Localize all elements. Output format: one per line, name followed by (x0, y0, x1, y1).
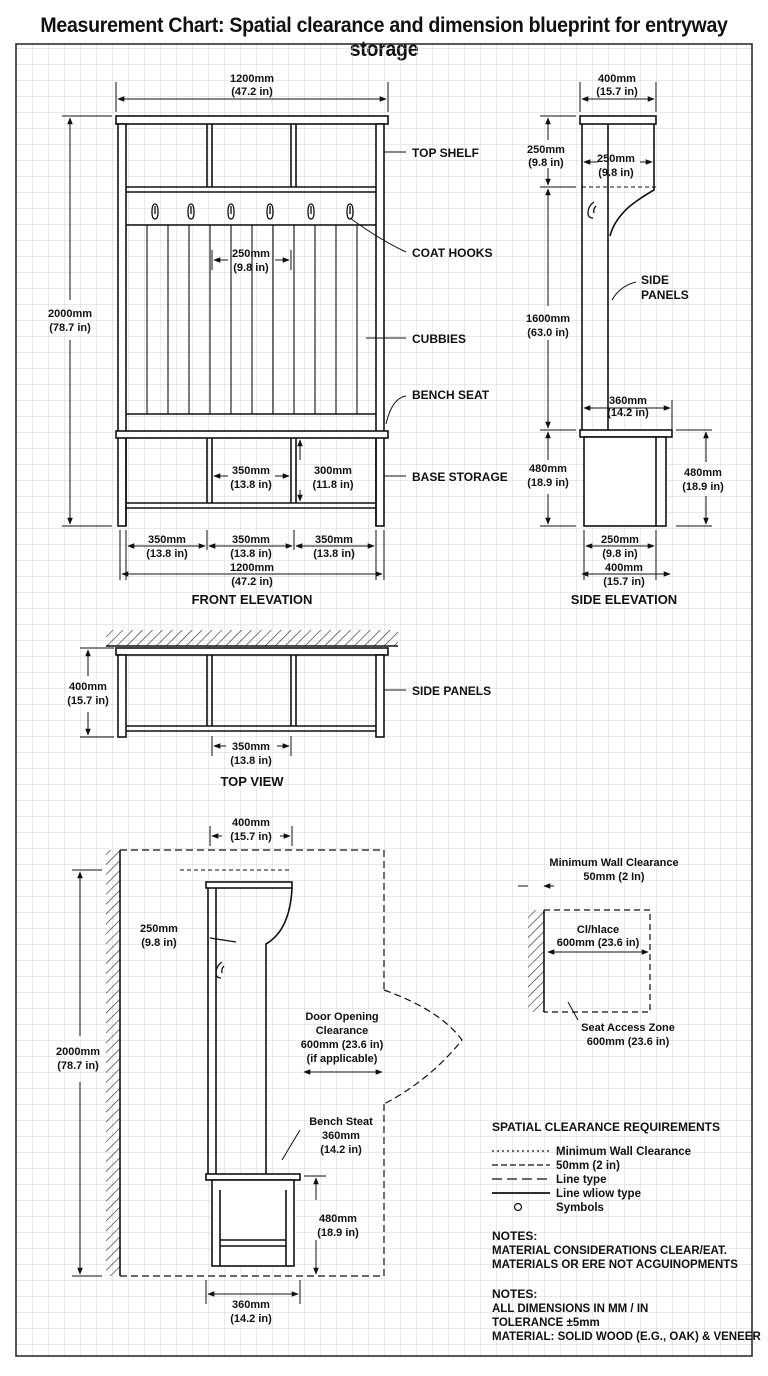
front-width-in: (47.2 in) (231, 86, 273, 98)
base-height2-mm: 480mm (684, 467, 722, 479)
hook-gap-in: (9.8 in) (233, 262, 269, 274)
plan-base-mm: 360mm (232, 1299, 270, 1311)
side-depth-mm: 400mm (598, 73, 636, 85)
front-elevation-caption: FRONT ELEVATION (191, 592, 313, 607)
side-panels-label-2: PANELS (641, 288, 689, 302)
bottom-b-mm: 350mm (232, 534, 270, 546)
notes-line: ALL DIMENSIONS IN MM / IN (492, 1303, 649, 1315)
bench-depth-in: (14.2 in) (607, 407, 649, 419)
mid-height-in: (63.0 in) (527, 327, 569, 339)
door-clearance-4: (if applicable) (306, 1053, 378, 1065)
label-top-shelf: TOP SHELF (412, 146, 479, 160)
legend-item: Minimum Wall Clearance (556, 1146, 692, 1158)
top-cubby-mm: 350mm (232, 741, 270, 753)
cubby-width-in: (13.8 in) (230, 479, 272, 491)
label-side-panels-top: SIDE PANELS (412, 684, 492, 698)
side-depth-in: (15.7 in) (596, 86, 638, 98)
page-title: Measurement Chart: Spatial clearance and dimension blueprint for entryway (40, 14, 728, 37)
label-coat-hooks: COAT HOOKS (412, 246, 493, 260)
door-clearance-3: 600mm (23.6 in) (300, 1039, 384, 1051)
plan-height-in: (78.7 in) (57, 1060, 99, 1072)
clearance-label-2: 600mm (23.6 in) (556, 937, 640, 949)
foot-depth-mm: 250mm (601, 534, 639, 546)
total-width-mm: 1200mm (229, 562, 275, 574)
shelf-height-in: (9.8 in) (528, 157, 564, 169)
legend-item: Line type (556, 1174, 607, 1186)
total-depth-in: (15.7 in) (603, 576, 645, 588)
base-height-mm: 480mm (529, 463, 567, 475)
label-cubbies: CUBBIES (412, 332, 467, 346)
bottom-a-in: (13.8 in) (146, 548, 188, 560)
side-elevation-caption: SIDE ELEVATION (570, 592, 678, 607)
notes-line: MATERIAL: SOLID WOOD (E.G., OAK) & VENEER (492, 1331, 761, 1343)
bench-label-1: Bench Steat (309, 1116, 373, 1128)
legend-item: 50mm (2 in) (556, 1160, 620, 1172)
legend-item: Symbols (556, 1202, 604, 1214)
clearance-label-1: Cl/hlace (576, 924, 620, 936)
seat-zone-1: Seat Access Zone (581, 1022, 675, 1034)
cubby-height-in: (11.8 in) (312, 479, 354, 491)
seat-height-mm: 480mm (319, 1213, 357, 1225)
notes-line: MATERIAL CONSIDERATIONS CLEAR/EAT. (492, 1245, 727, 1257)
bottom-a-mm: 350mm (148, 534, 186, 546)
bench-label-3: (14.2 in) (320, 1144, 362, 1156)
cubby-width-mm: 350mm (232, 465, 270, 477)
top-depth-in: (15.7 in) (67, 695, 109, 707)
legend-item: Line wliow type (556, 1188, 641, 1200)
notes-line: MATERIALS OR ERE NOT ACGUINOPMENTS (492, 1259, 738, 1271)
plan-shelf-in: (9.8 in) (141, 937, 177, 949)
hook-gap-mm: 250mm (232, 248, 270, 260)
total-depth-mm: 400mm (605, 562, 643, 574)
plan-depth-mm: 400mm (232, 817, 270, 829)
label-bench-seat: BENCH SEAT (412, 388, 490, 402)
base-height2-in: (18.9 in) (682, 481, 724, 493)
shelf-height-mm: 250mm (527, 144, 565, 156)
bottom-c-in: (13.8 in) (313, 548, 355, 560)
label-base-storage: BASE STORAGE (412, 470, 508, 484)
notes-line: TOLERANCE ±5mm (492, 1317, 600, 1329)
top-depth-mm: 400mm (69, 681, 107, 693)
shelf-depth-in: (9.8 in) (598, 167, 634, 179)
front-height-mm: 2000mm (47, 308, 93, 320)
seat-height-in: (18.9 in) (317, 1227, 359, 1239)
bottom-c-mm: 350mm (315, 534, 353, 546)
min-wall-2: 50mm (2 In) (583, 871, 645, 883)
shelf-depth-mm: 250mm (597, 153, 635, 165)
front-height-in: (78.7 in) (49, 322, 91, 334)
legend-title: SPATIAL CLEARANCE REQUIREMENTS (492, 1120, 721, 1134)
seat-zone-2: 600mm (23.6 in) (586, 1036, 670, 1048)
min-wall-1: Minimum Wall Clearance (549, 857, 679, 869)
mid-height-mm: 1600mm (525, 313, 571, 325)
foot-depth-in: (9.8 in) (602, 548, 638, 560)
door-clearance-1: Door Opening (305, 1011, 379, 1023)
notes-title: NOTES: (492, 1287, 538, 1301)
side-panels-label-1: SIDE (641, 273, 670, 287)
notes-title: NOTES: (492, 1229, 538, 1243)
base-height-in: (18.9 in) (527, 477, 569, 489)
front-width-mm: 1200mm (229, 73, 275, 85)
door-clearance-2: Clearance (315, 1025, 369, 1037)
top-view-caption: TOP VIEW (220, 774, 284, 789)
plan-base-in: (14.2 in) (230, 1313, 272, 1325)
cubby-height-mm: 300mm (314, 465, 352, 477)
bottom-b-in: (13.8 in) (230, 548, 272, 560)
top-cubby-in: (13.8 in) (230, 755, 272, 767)
total-width-in: (47.2 in) (231, 576, 273, 588)
bench-depth-mm: 360mm (609, 395, 647, 407)
plan-shelf-mm: 250mm (140, 923, 178, 935)
bench-label-2: 360mm (322, 1130, 360, 1142)
plan-depth-in: (15.7 in) (230, 831, 272, 843)
plan-height-mm: 2000mm (55, 1046, 101, 1058)
